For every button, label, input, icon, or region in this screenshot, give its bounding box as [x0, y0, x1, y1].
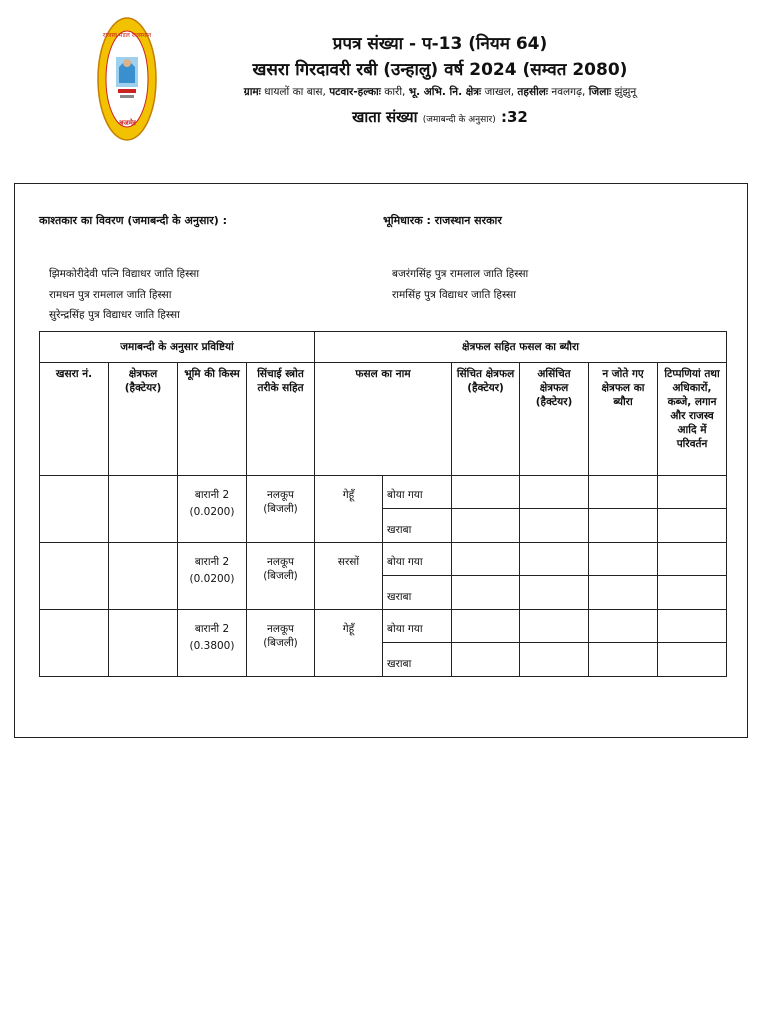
- table-row: [40, 543, 727, 576]
- bhu-label: भू. अभि. नि. क्षेत्रः: [408, 86, 482, 98]
- land-area: (0.0200): [189, 506, 235, 518]
- area-cell: [109, 543, 178, 610]
- col-header-uncultivated: न जोते गए क्षेत्रफल का ब्यौरा: [589, 363, 658, 476]
- girdawari-table: [39, 331, 727, 677]
- land-area: (0.0200): [189, 573, 235, 585]
- crop-cell: सरसों: [315, 543, 383, 610]
- tehsil-label: तहसीलः: [517, 86, 549, 98]
- area-cell: [109, 610, 178, 677]
- landholder-label: भूमिधारक : राजस्थान सरकार: [383, 214, 502, 227]
- status-damaged: खराबा: [383, 509, 452, 543]
- remarks-cell: [658, 509, 727, 543]
- seal-text-bottom: अजमेर: [118, 119, 136, 127]
- land-type: बारानी 2: [194, 489, 230, 501]
- table-row: [40, 610, 727, 643]
- irrigated-cell: [452, 610, 520, 643]
- owner-right-1: बजरंगसिंह पुत्र रामलाल जाति हिस्सा: [392, 268, 529, 280]
- uncultivated-cell: [589, 509, 658, 543]
- unirrigated-cell: [520, 509, 589, 543]
- owner-left-1: झिमकोरीदेवी पत्नि विद्याधर जाति हिस्सा: [49, 268, 200, 280]
- form-number-title: प्रपत्र संख्या - प-13 (नियम 64): [332, 34, 548, 54]
- owner-left-3: सुरेन्द्रसिंह पुत्र विद्याधर जाति हिस्सा: [49, 309, 180, 321]
- irrigated-cell: [452, 643, 520, 677]
- khasra-girdawari-title: खसरा गिरदावरी रबी (उन्हालु) वर्ष 2024 (सम्वत 2080): [252, 60, 628, 80]
- col-header-crop-name: फसल का नाम: [315, 363, 452, 476]
- unirrigated-cell: [520, 543, 589, 576]
- uncultivated-cell: [589, 476, 658, 509]
- uncultivated-cell: [589, 610, 658, 643]
- jila-value: झुंझुनू: [614, 86, 637, 98]
- owner-right-2: रामसिंह पुत्र विद्याधर जाति हिस्सा: [392, 289, 516, 301]
- khata-note: (जमाबन्दी के अनुसार): [422, 115, 496, 125]
- uncultivated-cell: [589, 576, 658, 610]
- gram-value: धायलों का बास,: [264, 86, 326, 98]
- khasra-cell: [40, 543, 109, 610]
- unirrigated-cell: [520, 610, 589, 643]
- uncultivated-cell: [589, 543, 658, 576]
- irrigated-cell: [452, 476, 520, 509]
- irrigated-cell: [452, 509, 520, 543]
- owner-left-2: रामधन पुत्र रामलाल जाति हिस्सा: [49, 289, 172, 301]
- col-header-unirrigated-area: असिंचित क्षेत्रफल (हैक्टेयर): [520, 363, 589, 476]
- group-header-crop-details: क्षेत्रफल सहित फसल का ब्यौरा: [315, 332, 727, 363]
- gram-label: ग्रामः: [243, 86, 261, 98]
- unirrigated-cell: [520, 476, 589, 509]
- status-sown: बोया गया: [383, 476, 452, 509]
- bhu-value: जाखल,: [484, 86, 515, 98]
- table-row: [40, 476, 727, 509]
- revenue-board-seal-logo: [97, 17, 157, 141]
- remarks-cell: [658, 543, 727, 576]
- status-damaged: खराबा: [383, 576, 452, 610]
- col-header-irrigation: सिंचाई स्त्रोत तरीके सहित: [247, 363, 315, 476]
- crop-cell: गेहूँ: [315, 476, 383, 543]
- tehsil-value: नवलगढ़,: [551, 86, 586, 98]
- group-header-jamabandi: जमाबन्दी के अनुसार प्रविष्टियां: [40, 332, 315, 363]
- col-header-irrigated-area: सिंचित क्षेत्रफल (हैक्टेयर): [452, 363, 520, 476]
- location-line: [170, 85, 710, 99]
- khasra-cell: [40, 476, 109, 543]
- land-type-cell: [178, 476, 247, 543]
- col-header-land-type: भूमि की किस्म: [178, 363, 247, 476]
- status-damaged: खराबा: [383, 643, 452, 677]
- remarks-cell: [658, 476, 727, 509]
- khata-number-line: [170, 107, 710, 127]
- patwar-value: कारी,: [384, 86, 406, 98]
- irrigation-cell: नलकूप (बिजली): [247, 476, 315, 543]
- khata-label: खाता संख्या: [352, 108, 418, 126]
- col-header-khasra: खसरा नं.: [40, 363, 109, 476]
- patwar-label: पटवार-हल्काः: [329, 86, 381, 98]
- uncultivated-cell: [589, 643, 658, 677]
- irrigation-cell: नलकूप (बिजली): [247, 543, 315, 610]
- irrigated-cell: [452, 543, 520, 576]
- irrigation-cell: नलकूप (बिजली): [247, 610, 315, 677]
- irrigated-cell: [452, 576, 520, 610]
- col-header-area: क्षेत्रफल (हैक्टेयर): [109, 363, 178, 476]
- seal-text-top: राजस्व मंडल राजस्थान: [102, 32, 152, 39]
- land-type: बारानी 2: [194, 556, 230, 568]
- cultivator-details-label: काश्तकार का विवरण (जमाबन्दी के अनुसार) :: [39, 214, 227, 227]
- land-type: बारानी 2: [194, 623, 230, 635]
- unirrigated-cell: [520, 576, 589, 610]
- crop-cell: गेहूँ: [315, 610, 383, 677]
- khasra-cell: [40, 610, 109, 677]
- status-sown: बोया गया: [383, 610, 452, 643]
- land-type-cell: [178, 543, 247, 610]
- unirrigated-cell: [520, 643, 589, 677]
- remarks-cell: [658, 643, 727, 677]
- area-cell: [109, 476, 178, 543]
- land-area: (0.3800): [189, 640, 235, 652]
- remarks-cell: [658, 610, 727, 643]
- land-type-cell: [178, 610, 247, 677]
- khata-value: :32: [500, 108, 528, 126]
- jila-label: जिलाः: [588, 86, 612, 98]
- col-header-remarks: टिप्पणियां तथा अधिकारों, कब्जे, लगान और राजस्व आदि में परिवर्तन: [658, 363, 727, 476]
- remarks-cell: [658, 576, 727, 610]
- status-sown: बोया गया: [383, 543, 452, 576]
